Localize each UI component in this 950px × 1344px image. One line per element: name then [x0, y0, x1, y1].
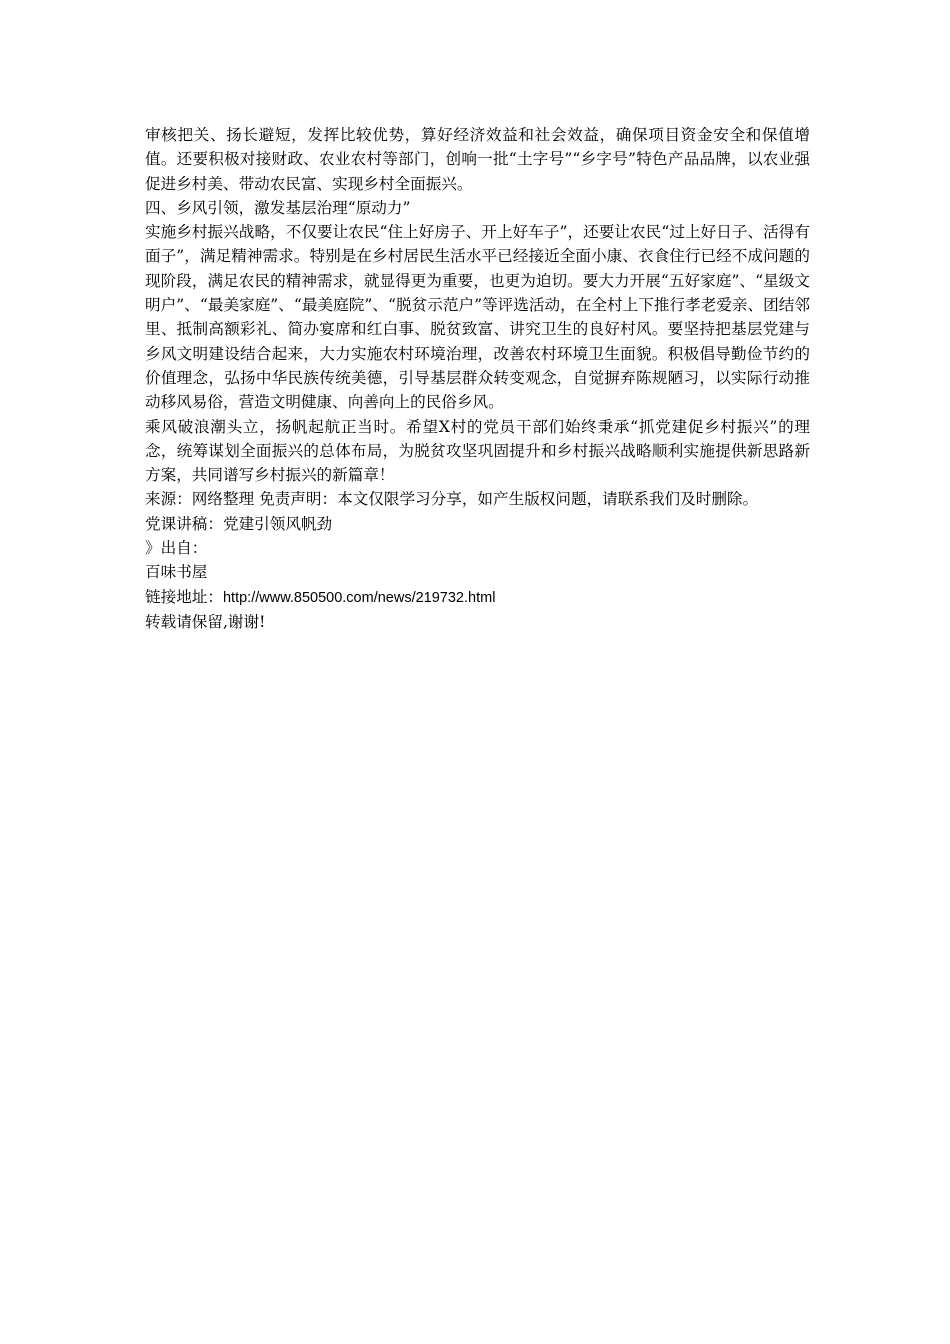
link-line — [145, 585, 810, 610]
link-url[interactable]: http://www.850500.com/news/219732.html — [222, 589, 496, 606]
link-label: 链接地址： — [145, 587, 223, 606]
body-paragraph-3: 乘风破浪潮头立，扬帆起航正当时。希望X村的党员干部们始终秉承“抓党建促乡村振兴”的理念，统筹谋划全面振兴的总体布局，为脱贫攻坚巩固提升和乡村振兴战略顺利实施提供新思路新方案，共同谱写乡村振兴的新篇章！ — [145, 417, 810, 485]
article-title-line: 党课讲稿：党建引领风帆劲 — [145, 514, 333, 533]
source-disclaimer-line: 来源：网络整理 免责声明：本文仅限学习分享，如产生版权问题，请联系我们及时删除。 — [145, 490, 759, 509]
section-heading: 四、乡风引领，激发基层治理“原动力” — [145, 198, 411, 217]
site-name: 百味书屋 — [145, 563, 208, 582]
body-paragraph-2: 实施乡村振兴战略，不仅要让农民“住上好房子、开上好车子”，还要让农民“过上好日子、活得有面子”，满足精神需求。特别是在乡村居民生活水平已经接近全面小康、衣食住行已经不成问题的现阶段，满足农民的精神需求，就显得更为重要，也更为迫切。要大力开展“五好家庭”、“星级文明户”、“最美家庭”、“最美庭院”、“脱贫示范户”等评选活动，在全村上下推行孝老爱亲、团结邻里、抵制高额彩礼、简办宴席和红白事、脱贫致富、讲究卫生的良好村风。要坚持把基层党建与乡风文明建设结合起来，大力实施农村环境治理，改善农村环境卫生面貌。积极倡导勤俭节约的价值理念，弘扬中华民族传统美德，引导基层群众转变观念，自觉摒弃陈规陋习，以实际行动推动移风易俗，营造文明健康、向善向上的民俗乡风。 — [145, 223, 810, 412]
document-body — [145, 123, 810, 634]
body-paragraph-1: 审核把关、扬长避短，发挥比较优势，算好经济效益和社会效益，确保项目资金安全和保值增值。还要积极对接财政、农业农村等部门，创响一批“土字号”“乡字号”特色产品品牌，以农业强促进乡村美、带动农民富、实现乡村全面振兴。 — [145, 126, 810, 193]
from-label: 》出自： — [145, 539, 208, 558]
repost-note: 转载请保留,谢谢! — [145, 612, 266, 631]
